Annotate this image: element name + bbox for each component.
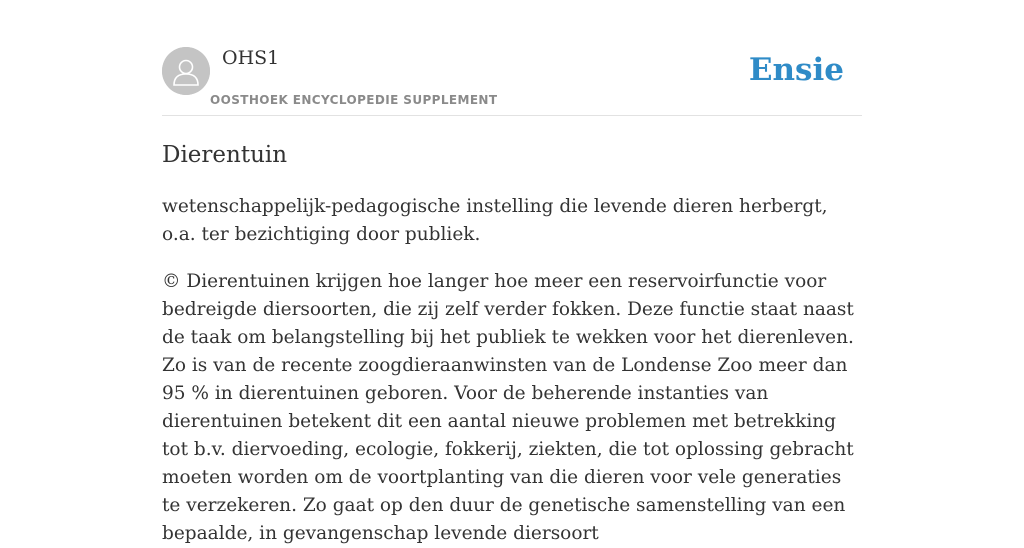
ensie-logo[interactable]: Ensie (748, 52, 844, 88)
source-label[interactable]: OOSTHOEK ENCYCLOPEDIE SUPPLEMENT (210, 93, 498, 107)
article-title: Dierentuin (162, 142, 288, 168)
article-header (162, 0, 862, 116)
author-name[interactable]: OHS1 (222, 47, 280, 69)
article-definition: wetenschappelijk-pedagogische instelling die levende dieren herbergt, o.a. ter bezichtiging door publiek. (162, 196, 828, 245)
article-body: © Dierentuinen krijgen hoe langer hoe meer een reservoirfunctie voor bedreigde diersoorten, die zij zelf verder fokken. Deze functie staat naast de taak om belangstelling bij het publiek te wekken voor het dierenleven. Zo is van de recente zoogdieraanwinsten van de Londense Zoo meer dan 95 % in dierentuinen geboren. Voor de beherende instanties van dierentuinen betekent dit een aantal nieuwe problemen met betrekking tot b.v. diervoeding, ecologie, fokkerij, ziekten, die tot oplossing gebracht moeten worden om de voortplanting van die dieren voor vele generaties te verzekeren. Zo gaat op den duur de genetische samenstelling van een bepaalde, in gevangenschap levende diersoort (162, 271, 854, 544)
user-avatar-icon[interactable] (162, 47, 210, 95)
content-container (162, 0, 862, 548)
